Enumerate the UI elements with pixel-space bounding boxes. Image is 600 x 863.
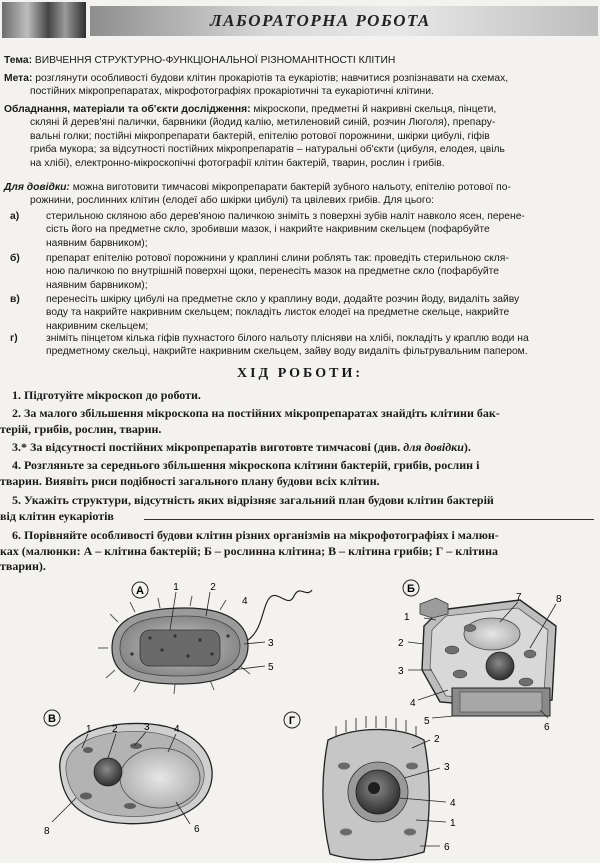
figure-label: 1: [450, 818, 456, 829]
item-marker: б): [10, 253, 20, 264]
step-line: терій, грибів, рослин, тварин.: [0, 421, 162, 436]
item-line: препарат епітелію ротової порожнини у краплині слини роблять так: проведіть стерильною скля-: [46, 253, 509, 264]
procedure-title: ХІД РОБОТИ:: [237, 366, 363, 381]
topic: [4, 54, 596, 67]
item-line: ною паличкою по внутрішній поверхні щоки, перенесіть мазок на предметне скло (пофарбуйте: [46, 266, 499, 278]
figure-label: 1: [404, 612, 410, 623]
equipment-label: Обладнання, матеріали та об'єкти дослідження:: [4, 104, 251, 115]
equipment: [4, 103, 596, 170]
item-line: стерильною скляною або дерев'яною паличкою зніміть з поверхні зубів наліт навколо ясен, перене-: [46, 211, 525, 222]
figure-label: 8: [556, 594, 562, 605]
figure-label: 2: [112, 724, 118, 735]
equipment-line: вальні голки; постійні мікропрепарати бактерій, епітелію ротової порожнини, шкірки цибулі, гіфів: [30, 130, 490, 142]
figure-label: 8: [44, 826, 50, 837]
figure-label: 2: [398, 638, 404, 649]
item-line: наявним барвником);: [46, 237, 148, 249]
figure-letter: А: [136, 585, 144, 597]
step-line: від клітин еукаріотів: [0, 508, 114, 523]
figure-label: 4: [174, 724, 180, 735]
step-3: [12, 440, 592, 456]
figure-plant-cell: [398, 580, 562, 733]
step-6: [0, 528, 592, 575]
step-line: ).: [463, 440, 471, 454]
step-2: [0, 406, 592, 437]
step-1: 1. Підготуйте мікроскоп до роботи.: [12, 388, 201, 402]
figure-label: 4: [410, 698, 416, 709]
goal-label: Мета:: [4, 73, 33, 84]
reference-label: Для довідки:: [4, 182, 70, 193]
item-line: сість його на предметне скло, зробивши мазок, і накрийте накривним скельцем (пофарбуйте: [46, 224, 490, 236]
nucleus: [94, 758, 122, 786]
figure-label: 7: [516, 592, 522, 603]
goal: [4, 72, 596, 99]
step-line: 6. Порівняйте особливості будови клітин різних організмів на мікрофотографіях і малюн-: [12, 528, 499, 542]
goal-line: розглянути особливості будови клітин прокаріотів та еукаріотів; навчитися розпізнавати на схемах,: [35, 73, 509, 84]
cell-figures: [0, 570, 600, 863]
nucleus: [486, 652, 514, 680]
item-line: перенесіть шкірку цибулі на предметне скло у краплину води, додайте розчин йоду, видаліть зайву: [46, 294, 520, 305]
step-line: тварин. Виявіть риси подібності загального плану будови всіх клітин.: [0, 473, 380, 488]
step-line: 2. За малого збільшення мікроскопа на постійних мікропрепаратах знайдіть клітини бак-: [12, 406, 500, 420]
step-line: 4. Розгляньте за середнього збільшення мікроскопа клітини бактерій, грибів, рослин і: [12, 458, 480, 472]
header-photo: [2, 2, 86, 38]
figure-letter: Б: [407, 583, 415, 595]
vacuole: [464, 618, 520, 650]
figure-letter: Г: [288, 715, 296, 727]
cell-wall-corner: [420, 598, 448, 618]
figure-label: 1: [173, 582, 179, 593]
page-header: [0, 0, 600, 40]
figure-animal-cell: [284, 712, 456, 860]
reference-line: рожнини, рослинних клітин (елодеї або шкірки цибулі) та цвілевих грибів. Для цього:: [30, 195, 435, 207]
topic-label: Тема:: [4, 55, 33, 66]
equipment-line: скляні й дерев'яні палички, барвники (йодид калію, метиленовий синій, розчин Люголя), препару-: [30, 117, 496, 129]
figure-label: 4: [242, 596, 248, 607]
answer-line[interactable]: [144, 519, 594, 520]
reference-line: можна виготовити тимчасові мікропрепарати бактерій зубного нальоту, епітелію ротової по-: [72, 182, 511, 193]
step-reference: для довідки: [403, 440, 464, 454]
equipment-line: на хлібі), електронно-мікроскопічні фотографії клітин бактерій, тварин, рослин і грибів.: [30, 157, 445, 169]
item-line: накривним скельцем;: [46, 320, 149, 332]
figure-label: 6: [444, 842, 450, 853]
step-line: тварин).: [0, 559, 46, 574]
item-line: наявним барвником);: [46, 279, 148, 291]
figure-label: 3: [144, 722, 150, 733]
flagellum: [248, 590, 312, 640]
step-4: [0, 458, 592, 489]
figure-bacterium: [98, 582, 312, 694]
item-marker: г): [10, 333, 18, 344]
figure-fungal-cell: [44, 710, 212, 837]
figure-label: 2: [210, 582, 216, 593]
figure-label: 2: [434, 734, 440, 745]
step-line: 5. Укажіть структури, відсутність яких відрізняє загальний план будови клітин бактерій: [12, 493, 494, 507]
item-marker: в): [10, 294, 20, 305]
figure-label: 4: [450, 798, 456, 809]
figure-letter: В: [48, 713, 56, 725]
step-line: ках (малюнки: А – клітина бактерій; Б – рослинна клітина; В – клітина грибів; Г – клітина: [0, 543, 498, 558]
item-line: воду та накрийте накривним скельцем; покладіть листок елодеї на предметне скельце, накрийте: [46, 307, 510, 319]
figure-label: 5: [268, 662, 274, 673]
reference: [4, 181, 596, 208]
figure-label: 6: [194, 824, 200, 835]
item-marker: а): [10, 211, 20, 222]
figure-label: 1: [86, 724, 92, 735]
item-line: предметному скельці, накрийте накривним скельцем, зайву воду видаліть фільтрувальним папером.: [46, 346, 528, 358]
figure-label: 3: [444, 762, 450, 773]
vacuole: [120, 748, 200, 808]
topic-text: ВИВЧЕННЯ СТРУКТУРНО-ФУНКЦІОНАЛЬНОЇ РІЗНОМАНІТНОСТІ КЛІТИН: [34, 55, 396, 66]
step-line: 3.* За відсутності постійних мікропрепаратів виготовте тимчасові (див.: [12, 440, 401, 454]
page-title: ЛАБОРАТОРНА РОБОТА: [210, 11, 431, 30]
nucleolus: [368, 782, 380, 794]
figure-label: 6: [544, 722, 550, 733]
goal-line: постійних мікропрепаратах, мікрофотографіях прокаріотичні та еукаріотичні клітини.: [30, 86, 434, 98]
equipment-line: мікроскопи, предметні й накривні скельця, пінцети,: [253, 104, 497, 115]
figure-label: 5: [424, 716, 430, 727]
item-line: зніміть пінцетом кілька гіфів пухнастого білого нальоту плісняви на хлібі, покладіть у краплю води на: [46, 333, 529, 344]
figure-label: 3: [398, 666, 404, 677]
figure-label: 3: [268, 638, 274, 649]
equipment-line: гриба мукора; за відсутності постійних мікропрепаратів – натуральні об'єкти (цибуля, елодея, цвіль: [30, 144, 505, 156]
nucleoid: [140, 630, 220, 666]
